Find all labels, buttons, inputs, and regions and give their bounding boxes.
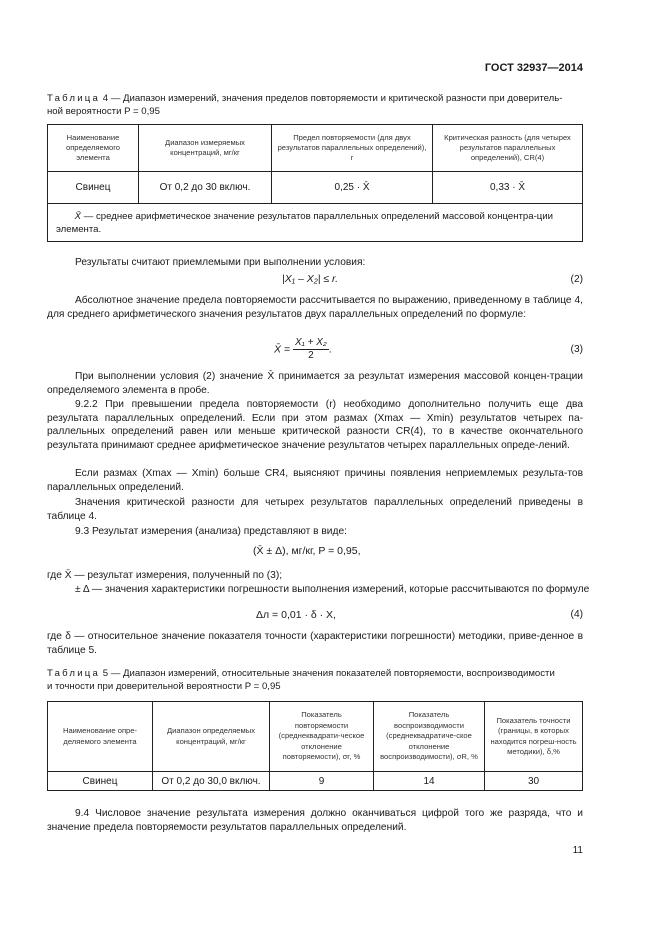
equation-2-number: (2) — [570, 274, 583, 285]
table5-header-cell: Показатель повторяемости (среднеквадрати-ческое отклонение повторяемости), σr, % — [270, 702, 374, 772]
paragraph-acceptance: Результаты считают приемлемыми при выполнении условия: — [75, 257, 366, 268]
table5-cell-element: Свинец — [48, 772, 153, 791]
table5-cell-sr: 9 — [270, 772, 374, 791]
equation-3-fraction — [293, 337, 329, 362]
table5-cell-delta: 30 — [485, 772, 583, 791]
table4-header-cell: Предел повторяемости (для двух результатов параллельных определений), r — [272, 125, 433, 172]
where-relative: где δ — относительное значение показателя точности (характеристики погрешности) методики, приве-денное в таблице 5. — [47, 631, 583, 656]
equation-4-number: (4) — [570, 609, 583, 620]
table5-cell-range: От 0,2 до 30,0 включ. — [153, 772, 270, 791]
table4-note-symbol: X̄ — [74, 210, 82, 222]
table4-cell-range: От 0,2 до 30 включ. — [139, 172, 272, 204]
table4-note-row — [48, 204, 583, 242]
paragraph-9-4: 9.4 Числовое значение результата измерения должно оканчиваться цифрой того же разряда, что и значение предела повторяемости результатов параллельных определений. — [47, 808, 583, 833]
table5-caption-text: — Диапазон измерений, относительные значения показателей повторяемости, воспроизводимости — [110, 668, 555, 679]
table4-caption-number: 4 — [102, 93, 109, 104]
equation-4: Δл = 0,01 · δ · X, — [256, 609, 336, 621]
document-header-id: ГОСТ 32937—2014 — [484, 62, 583, 74]
equation-3-denominator: 2 — [308, 350, 314, 361]
equation-3-number: (3) — [570, 344, 583, 355]
equation-result: (X̄ ± Δ), мг/кг, P = 0,95, — [253, 545, 361, 557]
paragraph-9-2-2: 9.2.2 При превышении предела повторяемости (r) необходимо дополнительно получить еще два результата параллельных определений. Если при этом размах (Xmax — Xmin) результатов четырех па-раллельных определений равен или меньше критической разности CR(4), то в качестве окончательного результата принимают среднее арифметическое значение результатов четырех параллельных опреде-лений. — [47, 399, 583, 451]
table-row — [48, 772, 583, 791]
table4-header-row — [48, 125, 583, 172]
equation-2: |X₁ – X₂| ≤ r. — [282, 273, 339, 285]
table4 — [47, 124, 583, 242]
table5-caption-word: Таблица — [47, 668, 101, 679]
table5-header-row — [48, 702, 583, 772]
table5-header-cell: Показатель воспроизводимости (среднеквадратиче-ское отклонение воспроизводимости), σR, % — [374, 702, 485, 772]
paragraph-range-exceeds: Если размах (Xmax — Xmin) больше CR4, выясняют причины появления неприемлемых результа-тов параллельных определений. — [47, 468, 583, 493]
table4-note — [48, 204, 583, 242]
table5-cell-sR: 14 — [374, 772, 485, 791]
paragraph-critical-values: Значения критической разности для четырех результатов параллельных определений приведены в таблице 4. — [47, 497, 583, 522]
paragraph-absolute-value: Абсолютное значение предела повторяемости рассчитывается по выражению, приведенному в таблице 4, для среднего арифметического значения результатов двух параллельных определений по формуле: — [47, 295, 583, 320]
table5 — [47, 701, 583, 791]
table5-caption-text2: и точности при доверительной вероятности P = 0,95 — [47, 680, 281, 692]
table4-caption-word: Таблица — [47, 93, 101, 104]
table5-caption — [47, 668, 583, 693]
table5-header-cell: Наименование опре-деляемого элемента — [48, 702, 153, 772]
table4-caption-text: — Диапазон измерений, значения пределов повторяемости и критической разности при доверитель- — [110, 93, 563, 104]
where-delta: ± Δ — значения характеристики погрешности выполнения измерений, которые рассчитываются по формуле — [75, 584, 590, 595]
table5-header-cell: Показатель точности (границы, в которых находится погреш-ность методики), δ,% — [485, 702, 583, 772]
table4-cell-critical: 0,33 · X̄ — [433, 172, 583, 204]
table4-note-text: — среднее арифметическое значение результатов параллельных определений массовой концентра-ции элемента. — [56, 210, 553, 235]
table4-caption-text2: ной вероятности P = 0,95 — [47, 105, 160, 117]
equation-3-numerator: X₁ + X₂ — [294, 337, 327, 348]
table4-header-cell: Диапазон измеряемых концентраций, мг/кг — [139, 125, 272, 172]
paragraph-9-3: 9.3 Результат измерения (анализа) представляют в виде: — [75, 526, 347, 537]
where-result: где X̄ — результат измерения, полученный по (3); — [47, 570, 283, 581]
table4-header-cell: Критическая разность (для четырех результатов параллельных определений), CR(4) — [433, 125, 583, 172]
equation-3-lhs: X̄ = — [274, 343, 291, 356]
table4-caption — [47, 93, 583, 118]
table4-cell-repeatability: 0,25 · X̄ — [272, 172, 433, 204]
table-row — [48, 172, 583, 204]
table4-cell-element: Свинец — [48, 172, 139, 204]
table4-header-cell: Наименование определяемого элемента — [48, 125, 139, 172]
paragraph-condition: При выполнении условия (2) значение X̄ принимается за результат измерения массовой концен-трации определяемого элемента в пробе. — [47, 371, 583, 396]
table5-caption-number: 5 — [102, 668, 109, 679]
equation-3: X̄ = $\frac{\text{X₁ + X₂}}{2}$ . — [274, 337, 332, 361]
table5-header-cell: Диапазон определяемых концентраций, мг/кг — [153, 702, 270, 772]
page-number: 11 — [572, 845, 583, 856]
